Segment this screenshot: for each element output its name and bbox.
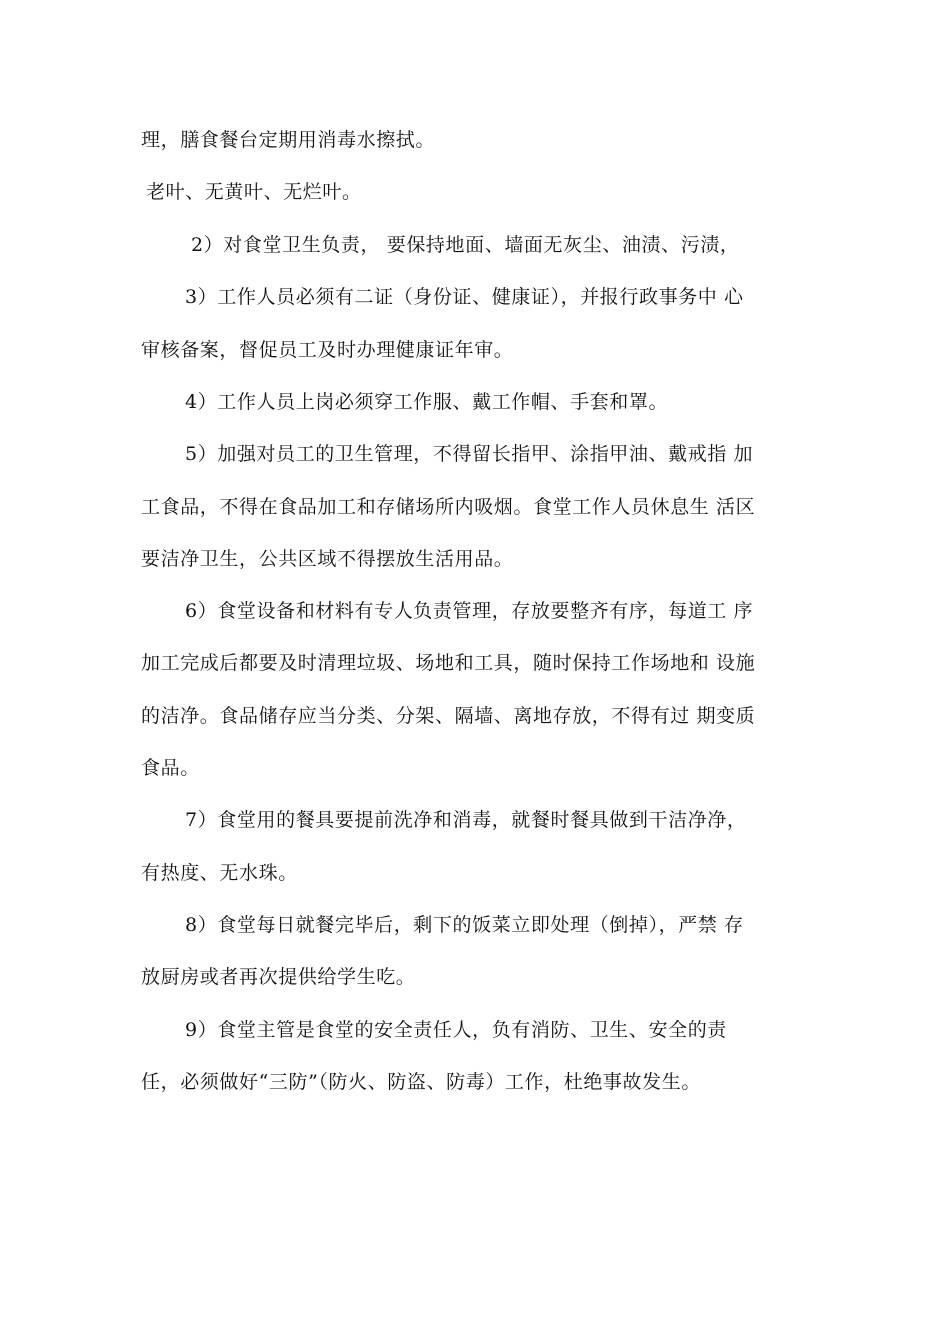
text-line: 7）食堂用的餐具要提前洗净和消毒，就餐时餐具做到干洁净净， bbox=[185, 809, 747, 831]
text-line: 5）加强对员工的卫生管理，不得留长指甲、涂指甲油、戴戒指 加 bbox=[185, 443, 754, 465]
text-line: 要洁净卫生，公共区域不得摆放生活用品。 bbox=[141, 548, 514, 570]
text-line: 老叶、无黄叶、无烂叶。 bbox=[146, 181, 362, 203]
text-line: 6）食堂设备和材料有专人负责管理，存放要整齐有序，每道工 序 bbox=[185, 600, 754, 622]
text-line: 的洁净。食品储存应当分类、分架、隔墙、离地存放，不得有过 期变质 bbox=[141, 705, 756, 727]
text-line: 8）食堂每日就餐完毕后，剩下的饭菜立即处理（倒掉），严禁 存 bbox=[185, 914, 744, 936]
text-line: 加工完成后都要及时清理垃圾、场地和工具，随时保持工作场地和 设施 bbox=[141, 652, 756, 674]
text-line: 4）工作人员上岗必须穿工作服、戴工作帽、手套和罩。 bbox=[185, 391, 669, 413]
text-line: 食品。 bbox=[141, 757, 200, 779]
text-line: 审核备案，督促员工及时办理健康证年审。 bbox=[141, 339, 514, 361]
text-line: 有热度、无水珠。 bbox=[141, 862, 298, 884]
text-line: 2）对食堂卫生负责， 要保持地面、墙面无灰尘、油渍、污渍， bbox=[191, 234, 740, 256]
text-line: 3）工作人员必须有二证（身份证、健康证），并报行政事务中 心 bbox=[185, 286, 744, 308]
text-line: 9）食堂主管是食堂的安全责任人，负有消防、卫生、安全的责 bbox=[185, 1019, 727, 1041]
text-line: 工食品，不得在食品加工和存储场所内吸烟。食堂工作人员休息生 活区 bbox=[141, 496, 756, 518]
text-line: 放厨房或者再次提供给学生吃。 bbox=[141, 966, 416, 988]
text-line: 任，必须做好“三防”（防火、防盗、防毒）工作，杜绝事故发生。 bbox=[141, 1071, 701, 1093]
text-line: 理，膳食餐台定期用消毒水擦拭。 bbox=[141, 129, 436, 151]
